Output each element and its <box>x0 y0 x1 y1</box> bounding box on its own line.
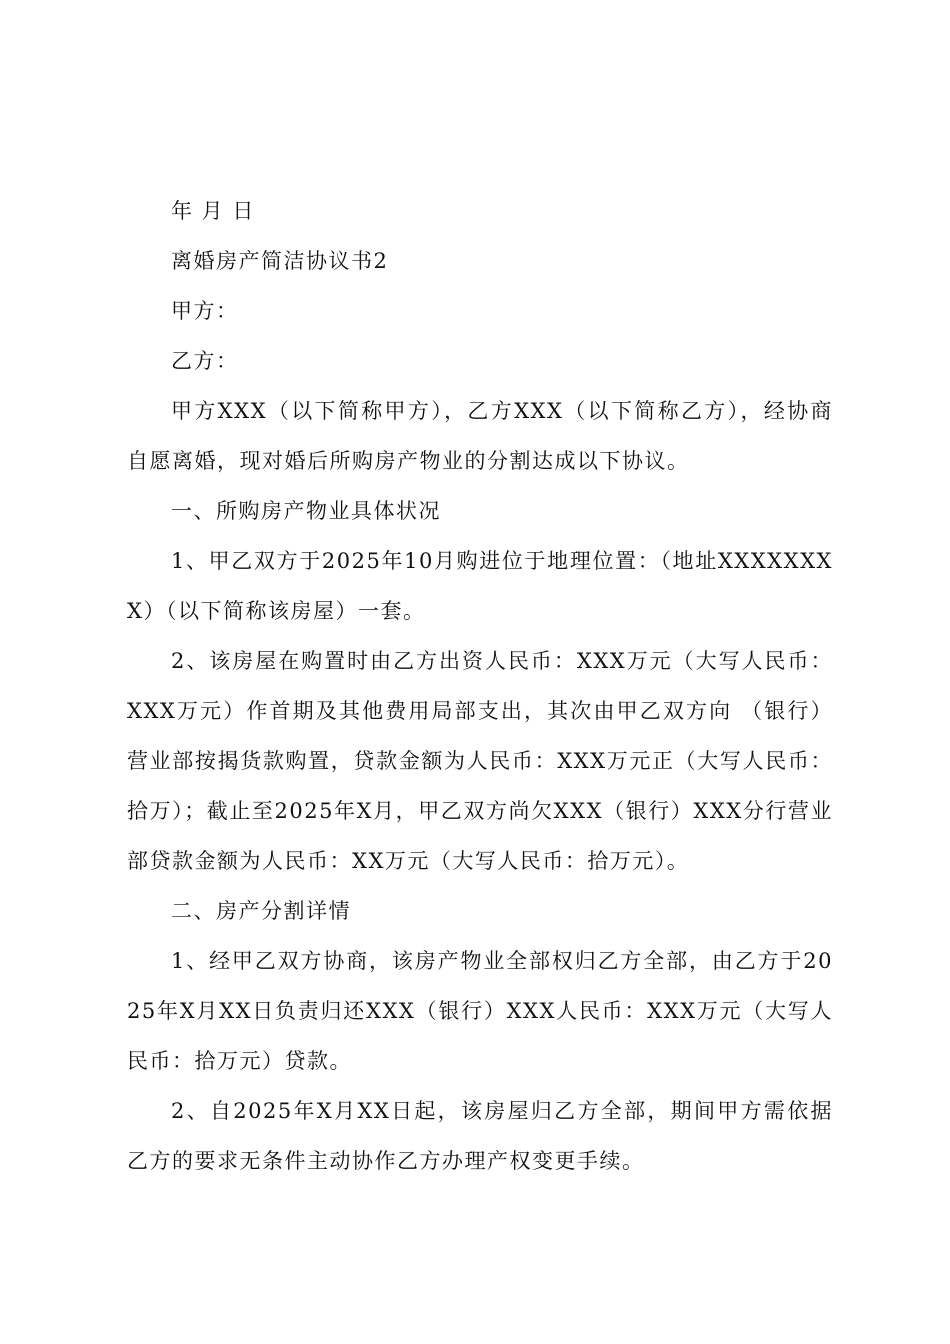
section-heading-1: 一、所购房产物业具体状况 <box>171 499 441 523</box>
party-a-line: 甲方： <box>171 299 239 323</box>
clause-1-1: 1、甲乙双方于2025年10月购进位于地理位置：（地址XXXXXXXX）（以下简称该房屋）一套。 <box>127 549 833 623</box>
section-heading-2: 二、房产分割详情 <box>171 899 351 923</box>
clause-1-2: 2、该房屋在购置时由乙方出资人民币：XXX万元（大写人民币：XXX万元）作首期及其他费用局部支出，其次由甲乙双方向 （银行）营业部按揭货款购置，贷款金额为人民币：XXX万元正（大写人民币：拾万）；截止至2025年X月，甲乙双方尚欠XXX（银行）XXX分行营业部贷款金额为人民币：XX万元（大写人民币：拾万元）。 <box>127 649 833 873</box>
intro-paragraph: 甲方XXX（以下简称甲方），乙方XXX（以下简称乙方），经协商自愿离婚，现对婚后所购房产物业的分割达成以下协议。 <box>127 399 833 473</box>
document-body <box>127 186 833 1186</box>
clause-2-2: 2、自2025年X月XX日起，该房屋归乙方全部，期间甲方需依据乙方的要求无条件主动协作乙方办理产权变更手续。 <box>127 1099 833 1173</box>
clause-2-1: 1、经甲乙双方协商，该房产物业全部权归乙方全部，由乙方于2025年X月XX日负责归还XXX（银行）XXX人民币：XXX万元（大写人民币：拾万元）贷款。 <box>127 949 833 1073</box>
document-title: 离婚房产简洁协议书2 <box>171 249 389 273</box>
party-b-line: 乙方： <box>171 349 239 373</box>
date-line: 年 月 日 <box>171 199 255 223</box>
